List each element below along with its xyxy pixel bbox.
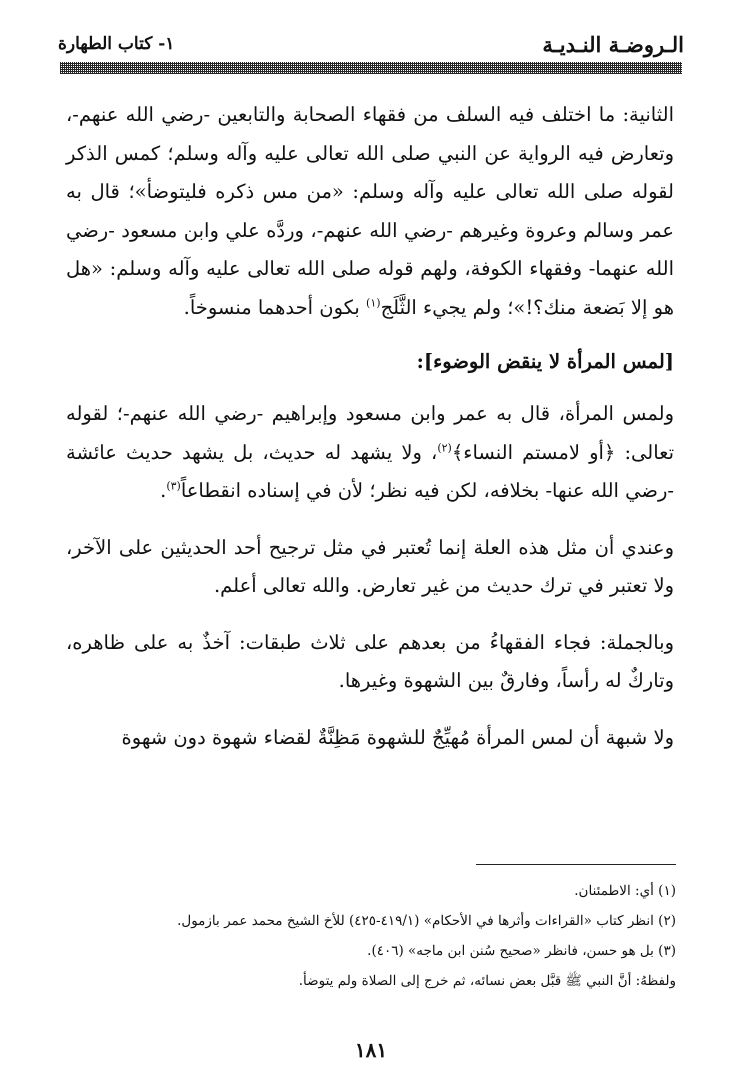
footnote-divider <box>476 864 676 865</box>
book-title: الـروضـة النـديـة <box>542 32 684 57</box>
footnote-ref-1: (١) <box>366 296 381 309</box>
footnote-3: (٣) بل هو حسن، فانظر «صحيح سُنن ابن ماجه» (٤٠٦). <box>367 943 676 959</box>
main-text <box>66 96 674 757</box>
page-number: ١٨١ <box>354 1038 388 1062</box>
paragraph-1: الثانية: ما اختلف فيه السلف من فقهاء الصحابة والتابعين -رضي الله عنهم-، وتعارض فيه الرواية عن النبي صلى الله تعالى عليه وآله وسلم؛ كمس الذكر لقوله صلى الله تعالى عليه وآله وسلم: «من مس ذكره فليتوضأ»؛ قال به عمر وسالم وعروة وغيرهم -رضي الله عنهم-، وردَّه علي وابن مسعود -رضي الله عنهما- وفقهاء الكوفة، ولهم قوله صلى الله تعالى عليه وآله وسلم: «هل هو إلا بَضعة منك؟!»؛ ولم يجيء الثَّلَج$^{(١)}$ بكون أحدهما منسوخاً. <box>66 103 674 319</box>
running-header <box>58 30 684 60</box>
paragraph-2: ولمس المرأة، قال به عمر وابن مسعود وإبراهيم -رضي الله عنهم-؛ لقوله تعالى: ﴿أو لامستم النساء﴾$^{(٢)}$، ولا يشهد له حديث، بل يشهد حديث عائشة -رضي الله عنها- بخلافه، لكن فيه نظر؛ لأن في إسناده انقطاعاً$^{(٣)}$. <box>66 402 674 502</box>
footnote-3-continued: ولفظهُ: أنَّ النبي ﷺ قبَّل بعض نسائه، ثم خرج إلى الصلاة ولم يتوضأ. <box>298 973 676 989</box>
paragraph-5: ولا شبهة أن لمس المرأة مُهيِّجٌ للشهوة مَظِنَّةٌ لقضاء شهوة دون شهوة <box>121 725 674 749</box>
footnote-2: (٢) انظر كتاب «القراءات وأثرها في الأحكام» (٤١٩/١-٤٢٥) للأخ الشيخ محمد عمر بازمول. <box>177 913 676 929</box>
footnotes <box>66 876 676 996</box>
footnote-ref-3: (٣) <box>166 479 181 493</box>
section-heading: [لمس المرأة لا ينقض الوضوء]: <box>416 350 674 373</box>
chapter-title: ١- كتاب الطهارة <box>58 34 175 54</box>
paragraph-3: وعندي أن مثل هذه العلة إنما تُعتبر في مثل ترجيح أحد الحديثين على الآخر، ولا تعتبر في ترك حديث من غير تعارض. والله تعالى أعلم. <box>66 535 674 597</box>
paragraph-4: وبالجملة: فجاء الفقهاءُ من بعدهم على ثلاث طبقات: آخذٌ به على ظاهره، وتاركٌ له رأساً، وفارقٌ بين الشهوة وغيرها. <box>66 630 674 692</box>
footnote-ref-2: (٢) <box>437 441 452 454</box>
header-divider <box>60 62 682 74</box>
footnote-1: (١) أي: الاطمئنان. <box>574 883 676 899</box>
